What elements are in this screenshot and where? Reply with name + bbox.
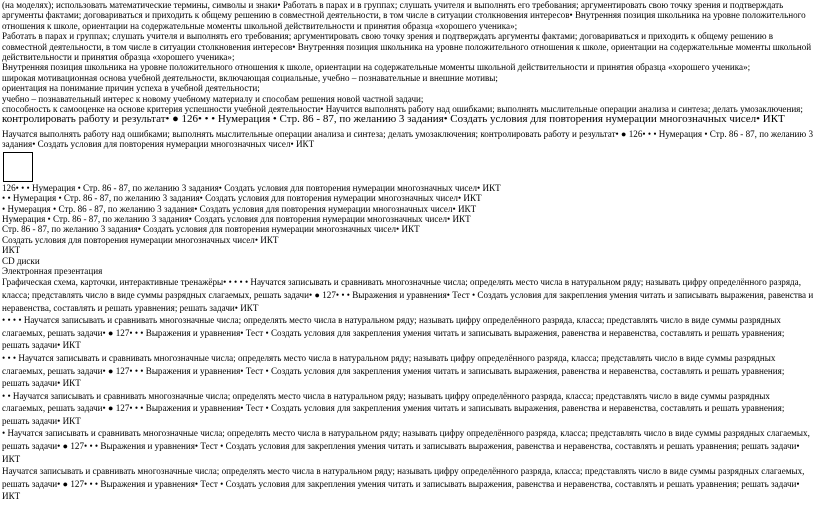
paragraph-9: Научатся выполнять работу над ошибками; выполнять мыслительные операции анализа и синтеза; делать умозаключения; контролировать работу и результат• ● 126• • • Нумерация • Стр. 86 - 87, по желанию 3 задания• Создать условия для повторения нумерации многозначных чисел• ИКТ xyxy=(2,128,814,150)
paragraph-2: Работать в парах и группах; слушать учителя и выполнять его требования; аргументировать свою точку зрения и подтверждать аргументы фактами; договариваться и приходить к общему решению в совместной деятельности, в том числе в ситуации столкновения интересов• Внутренняя позиция школьника на уровне положительного отношения к школе, ориентации на содержательные моменты школьной действительности и принятия образца «хорошего ученика»; xyxy=(2,31,812,63)
paragraph-4: широкая мотивационная основа учебной деятельности, включающая социальные, учебно – познавательные и внешние мотивы; xyxy=(2,72,498,83)
paragraph-5: ориентация на понимание причин успеха в учебной деятельности; xyxy=(2,83,260,94)
paragraph-7: способность к самооценке на основе критерия успешности учебной деятельности• Научится выполнять работу над ошибками; выполнять мыслительные операции анализа и синтеза; делать умозаключения; xyxy=(2,104,803,115)
paragraph-12: • Нумерация • Стр. 86 - 87, по желанию 3 задания• Создать условия для повторения нумерации многозначных чисел• ИКТ xyxy=(2,203,477,214)
paragraph-24: Научатся записывать и сравнивать многозначные числа; определять место числа в натуральном ряду; называть цифру определённого разряда, класса; представлять число в виде суммы разрядных слагаемых, решать задачи• ● 127• • • Выражения и уравнения• Тест • Создать условия для закрепления умения читать и записывать выражения, равенства и неравенства, составлять и решать уравнения; решать задачи• ИКТ xyxy=(2,466,805,502)
paragraph-16: ИКТ xyxy=(2,245,21,256)
paragraph-21: • • • Научатся записывать и сравнивать многозначные числа; определять место числа в натуральном ряду; называть цифру определённого разряда, класса; представлять число в виде суммы разрядных слагаемых, решать задачи• ● 127• • • Выражения и уравнения• Тест • Создать условия для закрепления умения читать и записывать выражения, равенства и неравенства, составлять и решать уравнения; решать задачи• ИКТ xyxy=(2,352,785,389)
paragraph-1: (на моделях); использовать математические термины, символы и знаки• Работать в парах и в группах; слушать учителя и выполнять его требования; аргументировать свою точку зрения и подтверждать аргументы фактами; договариваться и приходить к общему решению в совместной деятельности, в том числе в ситуации столкновения интересов• Внутренняя позиция школьника на уровне положительного отношения к школе, ориентации на содержательные моменты школьной действительности и принятия образца «хорошего ученика»; xyxy=(2,0,806,31)
paragraph-14: Стр. 86 - 87, по желанию 3 задания• Создать условия для повторения нумерации многозначных чисел• ИКТ xyxy=(2,224,420,235)
paragraph-10: 126• • • Нумерация • Стр. 86 - 87, по желанию 3 задания• Создать условия для повторения нумерации многозначных чисел• ИКТ xyxy=(2,182,501,193)
paragraph-22: • • Научатся записывать и сравнивать многозначные числа; определять место числа в натуральном ряду; называть цифру определённого разряда, класса; представлять число в виде суммы разрядных слагаемых, решать задачи• ● 127• • • Выражения и уравнения• Тест • Создать условия для закрепления умения читать и записывать выражения, равенства и неравенства, составлять и решать уравнения; решать задачи• ИКТ xyxy=(2,390,785,426)
paragraph-8: контролировать работу и результат• ● 126• • • Нумерация • Стр. 86 - 87, по желанию 3 задания• Создать условия для повторения нумерации многозначных чисел• ИКТ xyxy=(2,114,785,125)
paragraph-6: учебно – познавательный интерес к новому учебному материалу и способам решения новой частной задачи; xyxy=(2,93,424,104)
paragraph-15: Создать условия для повторения нумерации многозначных чисел• ИКТ xyxy=(2,234,279,245)
paragraph-13: Нумерация • Стр. 86 - 87, по желанию 3 задания• Создать условия для повторения нумерации многозначных чисел• ИКТ xyxy=(2,213,471,224)
paragraph-18: Электронная презентация xyxy=(2,265,103,276)
paragraph-19: Графическая схема, карточки, интерактивные тренажёры• • • • • Научатся записывать и сравнивать многозначные числа; определять место числа в натуральном ряду; называть цифру определённого разряда, класса; представлять число в виде суммы разрядных слагаемых, решать задачи• ● 127• • • Выражения и уравнения• Тест • Создать условия для закрепления умения читать и записывать выражения, равенства и неравенства, составлять и решать уравнения; решать задачи• ИКТ xyxy=(2,277,814,313)
image-placeholder xyxy=(3,152,33,182)
paragraph-17: CD диски xyxy=(2,255,40,266)
paragraph-23: • Научатся записывать и сравнивать многозначные числа; определять место числа в натуральном ряду; называть цифру определённого разряда, класса; представлять число в виде суммы разрядных слагаемых, решать задачи• ● 127• • • Выражения и уравнения• Тест • Создать условия для закрепления умения читать и записывать выражения, равенства и неравенства, составлять и решать уравнения; решать задачи• ИКТ xyxy=(2,428,810,464)
paragraph-3: Внутренняя позиция школьника на уровне положительного отношения к школе, ориентации на содержательные моменты школьной действительности и принятия образца «хорошего ученика»; xyxy=(2,62,751,73)
paragraph-20: • • • • Научатся записывать и сравнивать многозначные числа; определять место числа в натуральном ряду; называть цифру определённого разряда, класса; представлять число в виде суммы разрядных слагаемых, решать задачи• ● 127• • • Выражения и уравнения• Тест • Создать условия для закрепления умения читать и записывать выражения, равенства и неравенства, составлять и решать уравнения; решать задачи• ИКТ xyxy=(2,315,785,351)
paragraph-11: • • Нумерация • Стр. 86 - 87, по желанию 3 задания• Создать условия для повторения нумерации многозначных чисел• ИКТ xyxy=(2,193,482,204)
